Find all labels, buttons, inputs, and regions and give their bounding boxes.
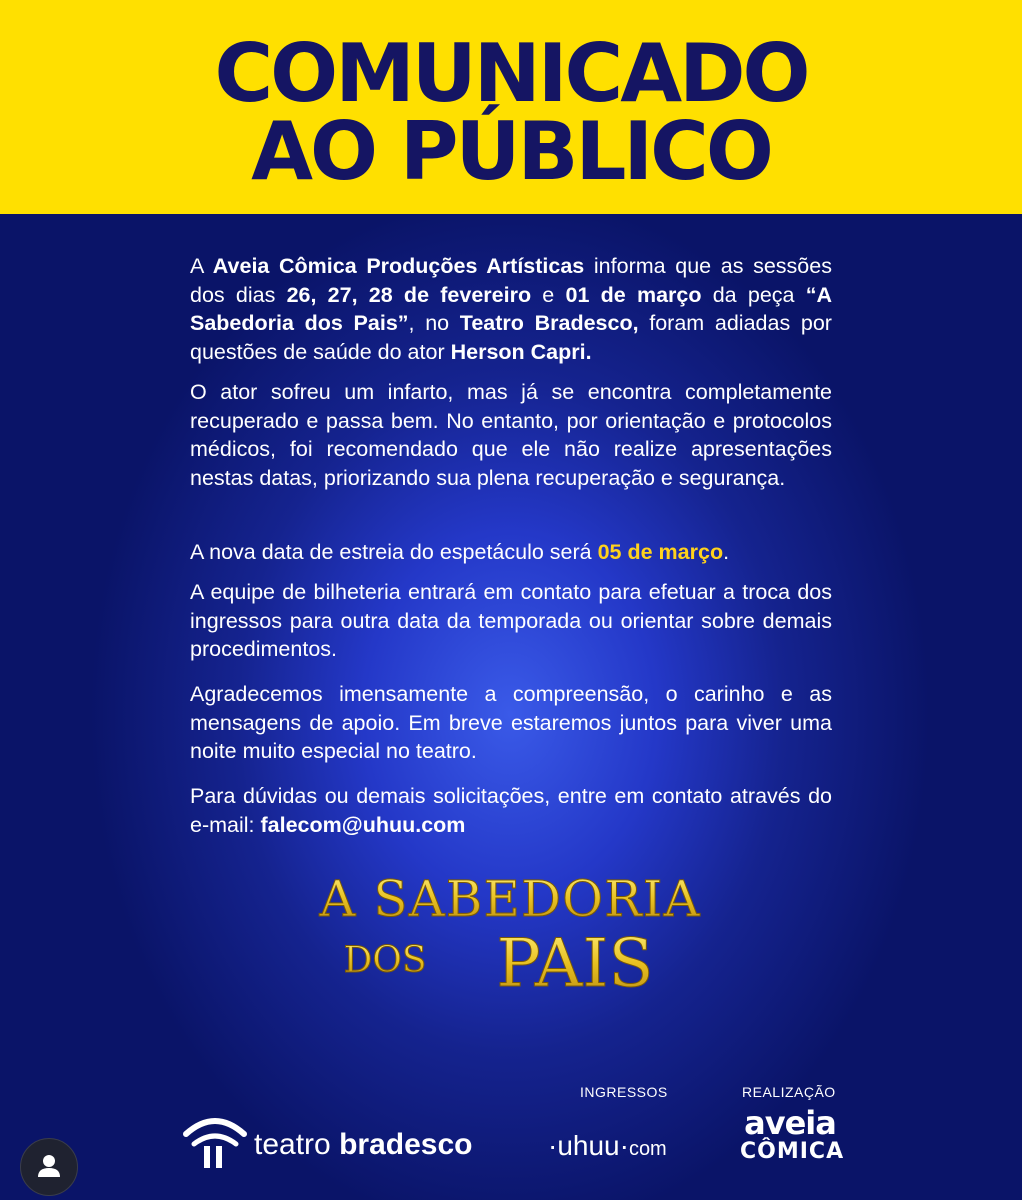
header-banner	[0, 0, 1022, 214]
teatro-bradesco-logo	[180, 1104, 510, 1174]
p1-text-3: e	[531, 282, 566, 307]
uhuu-logo	[548, 1124, 698, 1174]
p1-text-4: da peça	[701, 282, 806, 307]
title-line-2: AO PÚBLICO	[251, 105, 771, 198]
p1-text-6: foram adiadas por questões de saúde do ator	[190, 311, 832, 364]
bradesco-logo-icon	[180, 1104, 250, 1174]
teatro-word: teatro	[254, 1128, 331, 1161]
new-date-highlight: 05 de março	[597, 540, 724, 564]
paragraph-2: O ator sofreu um infarto, mas já se encontra completamente recuperado e passa bem. No entanto, por orientação e protocolos médicos, foi recomendado que ele não realize apresentações nestas datas, priorizando sua plena recuperação e segurança.	[190, 380, 832, 490]
p1-venue: Teatro Bradesco,	[459, 311, 639, 335]
teatro-bradesco-wordmark	[254, 1128, 472, 1162]
p1-text-2: informa que as sessões dos dias	[190, 254, 832, 307]
show-logo-line-1: A SABEDORIA	[319, 870, 701, 928]
profile-button[interactable]	[20, 1138, 78, 1196]
uhuu-suffix: com	[628, 1138, 667, 1160]
uhuu-main: ·uhuu·	[548, 1130, 629, 1161]
uhuu-wordmark	[548, 1130, 667, 1162]
bradesco-word: bradesco	[339, 1128, 473, 1161]
p1-actor: Herson Capri.	[450, 339, 592, 364]
p1-company-name: Aveia Cômica Produções Artísticas	[212, 254, 585, 278]
p1-text-5: , no	[408, 311, 460, 335]
person-icon	[21, 1139, 77, 1195]
show-logo-line-2a: DOS	[343, 940, 427, 981]
p1-dates: 26, 27, 28 de fevereiro	[286, 282, 532, 307]
show-title-logo	[275, 864, 745, 994]
paragraph-5: Agradecemos imensamente a compreensão, o carinho e as mensagens de apoio. Em breve estaremos juntos para viver uma noite muito especial no teatro.	[190, 682, 832, 763]
p1-text-1: A	[190, 254, 213, 278]
announcement-body	[0, 214, 1022, 1200]
paragraph-4: A equipe de bilheteria entrará em contato para efetuar a troca dos ingressos para outra data da temporada ou orientar sobre demais procedimentos.	[190, 580, 832, 661]
p3-text-2: .	[723, 540, 730, 564]
p1-play-name: “A Sabedoria dos Pais”	[190, 282, 832, 335]
p3-text-1: A nova data de estreia do espetáculo será	[190, 540, 598, 564]
paragraph-1	[190, 252, 832, 366]
p1-date-march: 01 de março	[565, 282, 702, 307]
show-logo-line-2b: PAIS	[496, 925, 654, 994]
realizacao-label: REALIZAÇÃO	[742, 1084, 836, 1100]
paragraph-3	[190, 538, 832, 567]
contact-email[interactable]: falecom@uhuu.com	[260, 812, 466, 837]
p6-text: Para dúvidas ou demais solicitações, entre em contato através do e-mail:	[190, 784, 832, 837]
comica-word: CÔMICA	[740, 1139, 845, 1164]
paragraph-6	[190, 782, 832, 839]
aveia-word: aveia	[744, 1104, 836, 1142]
ingressos-label: INGRESSOS	[580, 1084, 668, 1100]
aveia-comica-logo	[740, 1104, 845, 1177]
right-edge-strip	[1022, 0, 1028, 1200]
title-line-1: COMUNICADO	[214, 27, 808, 120]
